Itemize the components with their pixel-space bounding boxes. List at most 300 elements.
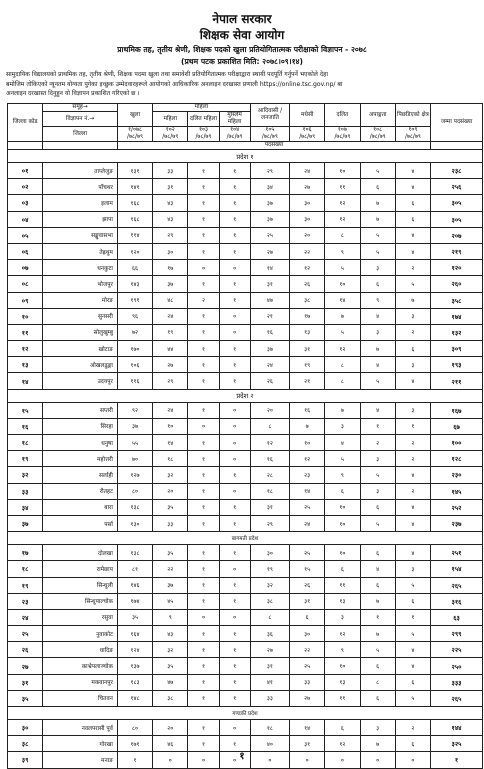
- post-count: १: [188, 674, 219, 690]
- total-posts: २५६: [431, 179, 483, 195]
- post-count: ६: [360, 179, 395, 195]
- post-count: १: [188, 276, 219, 292]
- post-count: १९: [290, 357, 325, 373]
- post-count: २१: [250, 308, 289, 324]
- col-backward: पिछडिएको क्षेत्र: [395, 104, 430, 127]
- table-row: [8, 418, 483, 434]
- total-posts: २५१: [431, 545, 483, 561]
- post-count: ०: [153, 752, 188, 768]
- col-district-code: जिल्ला कोड: [8, 104, 43, 142]
- post-count: १: [360, 418, 395, 434]
- post-count: ३३: [153, 515, 188, 531]
- district-code: ०१: [8, 163, 43, 179]
- table-row: [8, 593, 483, 609]
- col-dalit-women: दलित महिला: [188, 112, 219, 127]
- col-district: जिल्ला: [43, 127, 118, 142]
- post-count: ११६: [117, 373, 152, 389]
- post-count: ०: [219, 451, 250, 467]
- district-name: दोलखा: [43, 545, 118, 561]
- post-count: १: [219, 658, 250, 674]
- post-count: १२७: [117, 467, 152, 483]
- total-posts: ३५८: [431, 292, 483, 308]
- post-count: ३०: [153, 243, 188, 259]
- post-count: ३०: [290, 195, 325, 211]
- post-count: २५: [250, 227, 289, 243]
- post-count: १: [219, 341, 250, 357]
- post-count: ४: [360, 308, 395, 324]
- ad-year: /७८/७९: [226, 134, 243, 140]
- gov-heading: नेपाल सरकार: [212, 12, 272, 26]
- col-indigenous: आदिवासी / जनजाति: [250, 104, 289, 127]
- post-count: २४: [250, 357, 289, 373]
- post-count: १६: [290, 402, 325, 418]
- intro-line: अनलाइन दरखास्त दिनुहुन यो विज्ञापन प्रकाशित गरिएको छ ।: [6, 90, 140, 98]
- ad-code-cell: [290, 127, 325, 142]
- post-count: १: [188, 593, 219, 609]
- table-row: [8, 577, 483, 593]
- district-code: ३९: [8, 752, 43, 768]
- post-count: ४: [395, 163, 430, 179]
- post-count: ३७: [250, 195, 289, 211]
- post-count: १०: [325, 545, 360, 561]
- post-count: ६: [360, 690, 395, 706]
- table-row: [8, 626, 483, 642]
- district-code: १३: [8, 357, 43, 373]
- total-posts: ३१६: [431, 593, 483, 609]
- post-count: ४: [395, 227, 430, 243]
- post-count: २: [188, 292, 219, 308]
- post-count: ३३: [250, 690, 289, 706]
- post-count: १: [219, 227, 250, 243]
- post-count: ३१: [290, 341, 325, 357]
- post-count: १२: [325, 195, 360, 211]
- post-count: ८: [325, 357, 360, 373]
- post-count: १: [117, 752, 152, 768]
- district-name: सङ्खुवासभा: [43, 227, 118, 243]
- post-count: २६: [250, 373, 289, 389]
- post-count: ७: [325, 402, 360, 418]
- post-count: ९: [325, 642, 360, 658]
- post-count: १२: [325, 736, 360, 752]
- total-posts: १५४: [431, 561, 483, 577]
- district-code: ३८: [8, 736, 43, 752]
- post-count: १: [188, 451, 219, 467]
- district-code: ०९: [8, 292, 43, 308]
- post-count: ०: [395, 752, 430, 768]
- post-count: ९: [325, 467, 360, 483]
- ad-code: १/०७८: [128, 127, 143, 133]
- district-code: २४: [8, 609, 43, 625]
- post-count: १: [219, 276, 250, 292]
- total-posts: ३३३: [431, 674, 483, 690]
- post-count: १४: [153, 435, 188, 451]
- post-count: ६: [290, 609, 325, 625]
- post-count: २०: [290, 227, 325, 243]
- post-count: १७: [153, 260, 188, 276]
- total-posts: २६५: [431, 577, 483, 593]
- post-count: ५: [360, 467, 395, 483]
- total-posts: १६७: [431, 402, 483, 418]
- post-count: १२: [290, 260, 325, 276]
- post-count: २७: [290, 690, 325, 706]
- post-count: ६: [395, 674, 430, 690]
- total-posts: २११: [431, 373, 483, 389]
- table-row: [8, 609, 483, 625]
- post-count: १३: [325, 674, 360, 690]
- total-posts: ३२५: [431, 736, 483, 752]
- post-count: १२: [325, 626, 360, 642]
- post-count: ४१: [250, 674, 289, 690]
- post-count: २७: [250, 243, 289, 259]
- district-name: उदयपुर: [43, 373, 118, 389]
- publish-date: (प्रथम पटक प्रकाशित मिति: २०७८।०९।१४): [181, 57, 303, 66]
- total-posts: ३०५: [431, 211, 483, 227]
- post-count: ३२: [153, 642, 188, 658]
- table-row: [8, 292, 483, 308]
- post-count: ०: [219, 435, 250, 451]
- ad-code-cell: [395, 127, 430, 142]
- district-name: ताप्लेजुङ: [43, 163, 118, 179]
- post-count: ०: [360, 752, 395, 768]
- district-code: १६: [8, 418, 43, 434]
- district-code: ०५: [8, 227, 43, 243]
- district-name: गोरखा: [43, 736, 118, 752]
- ad-year: /७८/७९: [369, 134, 386, 140]
- district-code: ०६: [8, 243, 43, 259]
- district-code: २६: [8, 642, 43, 658]
- post-count: ३: [325, 609, 360, 625]
- post-count: ३१: [290, 736, 325, 752]
- post-count: २६: [290, 577, 325, 593]
- post-count: ६: [395, 341, 430, 357]
- post-count: ४७: [153, 674, 188, 690]
- post-count: १: [360, 609, 395, 625]
- post-count: ३७: [153, 577, 188, 593]
- post-count: १२: [250, 435, 289, 451]
- district-name: मकवानपुर: [43, 674, 118, 690]
- district-code: ३१: [8, 674, 43, 690]
- post-count: ४०: [250, 736, 289, 752]
- post-count: १: [395, 418, 430, 434]
- total-posts: २३८: [431, 163, 483, 179]
- post-count: १३०: [117, 515, 152, 531]
- post-count: ०: [219, 418, 250, 434]
- post-count: ३१: [250, 499, 289, 515]
- post-count: १: [219, 467, 250, 483]
- district-name: मोरङ: [43, 292, 118, 308]
- ad-code-cell: [153, 127, 188, 142]
- post-count: ३: [395, 308, 430, 324]
- post-count: ७: [290, 418, 325, 434]
- post-count: २९: [153, 373, 188, 389]
- post-count: १०: [325, 658, 360, 674]
- post-count: १६: [250, 324, 289, 340]
- table-row: [8, 402, 483, 418]
- total-posts: ६३: [431, 609, 483, 625]
- post-count: १: [219, 577, 250, 593]
- district-name: सिन्धुपाल्चोक: [43, 593, 118, 609]
- post-count: १७१: [117, 736, 152, 752]
- spacer: [431, 142, 483, 150]
- post-count: ४: [395, 642, 430, 658]
- district-name: नुवाकोट: [43, 626, 118, 642]
- post-count: ५: [360, 227, 395, 243]
- post-count: ७: [360, 195, 395, 211]
- post-count: ६: [395, 195, 430, 211]
- district-code: १५: [8, 402, 43, 418]
- post-count: ३१: [290, 593, 325, 609]
- post-count: ०: [188, 260, 219, 276]
- ad-code-cell: [188, 127, 219, 142]
- post-count: ४५: [153, 593, 188, 609]
- post-count: २४: [290, 515, 325, 531]
- post-count: ३: [395, 357, 430, 373]
- post-count: १: [219, 642, 250, 658]
- post-count: ०: [219, 483, 250, 499]
- district-code: १७: [8, 545, 43, 561]
- district-code: १८: [8, 435, 43, 451]
- post-count: ३: [325, 418, 360, 434]
- post-count: ०: [219, 308, 250, 324]
- post-count: २०: [250, 402, 289, 418]
- ad-code: १०६: [302, 127, 312, 133]
- ad-year: /७८/७९: [195, 134, 212, 140]
- district-name: धादिङ: [43, 642, 118, 658]
- post-count: ४: [360, 561, 395, 577]
- district-code: २७: [8, 658, 43, 674]
- total-posts: ३०९: [431, 341, 483, 357]
- table-row: [8, 211, 483, 227]
- ad-code: १०५: [265, 127, 275, 133]
- post-count: ५: [395, 690, 430, 706]
- post-count: २: [395, 483, 430, 499]
- table-row: [8, 720, 483, 736]
- post-count: ३०: [290, 626, 325, 642]
- total-posts: १९३: [431, 357, 483, 373]
- total-posts: ६७: [431, 418, 483, 434]
- total-posts: २५२: [431, 499, 483, 515]
- col-madhesi: मधेसी: [290, 104, 325, 127]
- post-count: १: [188, 626, 219, 642]
- post-count: ४३: [153, 626, 188, 642]
- intro-paragraph: [6, 70, 482, 99]
- post-count: ३: [360, 483, 395, 499]
- post-count: ०: [219, 402, 250, 418]
- table-row: [8, 561, 483, 577]
- table-row: [8, 308, 483, 324]
- post-count: ९: [360, 292, 395, 308]
- ad-year: /७८/७९: [127, 134, 144, 140]
- post-count: ३: [395, 402, 430, 418]
- province-row: [8, 150, 483, 163]
- post-count: ०: [219, 324, 250, 340]
- post-count: १०६: [117, 357, 152, 373]
- post-count: १९: [250, 561, 289, 577]
- province-name: गण्डकी प्रदेश: [8, 707, 483, 720]
- table-row: [8, 658, 483, 674]
- post-count: १२: [325, 341, 360, 357]
- post-count: १६८: [117, 211, 152, 227]
- post-count: ४: [360, 402, 395, 418]
- post-count: ४३: [153, 195, 188, 211]
- table-row: [8, 163, 483, 179]
- district-name: धनुषा: [43, 435, 118, 451]
- table-row: [8, 545, 483, 561]
- post-count: ३२: [153, 467, 188, 483]
- post-count: ४: [325, 435, 360, 451]
- post-count: २२: [290, 642, 325, 658]
- district-name: महोत्तरी: [43, 451, 118, 467]
- district-code: २५: [8, 626, 43, 642]
- province-row: [8, 389, 483, 402]
- post-count: ३८: [153, 690, 188, 706]
- post-count: १: [219, 499, 250, 515]
- post-count: १: [219, 357, 250, 373]
- post-count: १०: [325, 163, 360, 179]
- post-count: १०: [290, 435, 325, 451]
- intro-line: बमोजिम तोकिएको न्यूनतम योग्यता पुगेका इच्छुक उम्मेदवारहरूले आयोगको आधिकारिक अनलाइन दरखास्त प्रणाली https://online.tsc.gov.np/ बा: [6, 80, 343, 88]
- district-code: ०३: [8, 195, 43, 211]
- post-count: १४३: [117, 276, 152, 292]
- total-posts: २५०: [431, 658, 483, 674]
- total-posts: १३२: [431, 324, 483, 340]
- district-code: १४: [8, 373, 43, 389]
- post-count: ३६: [250, 626, 289, 642]
- post-count: १: [188, 179, 219, 195]
- post-count: १४: [290, 720, 325, 736]
- post-count: २९: [153, 227, 188, 243]
- post-count: १: [395, 609, 430, 625]
- post-count: १०: [325, 276, 360, 292]
- post-count: १०: [153, 418, 188, 434]
- district-code: ०२: [8, 179, 43, 195]
- total-posts: २६५: [431, 690, 483, 706]
- post-count: १४: [290, 483, 325, 499]
- intro-line: सामुदायिक विद्यालयको प्राथमिक तह, तृतीय श्रेणी, शिक्षक पदमा खुला तथा समावेशी प्रतियोगितात्मक परीक्षाद्वारा स्थायी पदपूर्ति गर्नुपर्ने भएकोले देहा: [6, 71, 328, 78]
- post-count: ६: [360, 499, 395, 515]
- post-count: ३५: [153, 658, 188, 674]
- post-count: ८: [360, 674, 395, 690]
- post-count: ५५: [117, 435, 152, 451]
- table-row: [8, 674, 483, 690]
- table-row: [8, 483, 483, 499]
- col-muslim-women: मुस्लिम महिला: [219, 112, 250, 127]
- post-count: १: [219, 690, 250, 706]
- table-row: [8, 260, 483, 276]
- post-count: १७४: [117, 593, 152, 609]
- post-count: ८: [250, 609, 289, 625]
- post-count: १: [188, 642, 219, 658]
- post-count: ६६: [117, 260, 152, 276]
- post-count: ३३: [290, 674, 325, 690]
- ad-code: १०४: [230, 127, 240, 133]
- ad-code-cell: [360, 127, 395, 142]
- spacer: [43, 142, 118, 150]
- district-name: धनकुटा: [43, 260, 118, 276]
- post-count: ४६: [153, 736, 188, 752]
- page-number: १: [239, 751, 245, 762]
- post-count: ३८: [290, 292, 325, 308]
- total-posts: १२८: [431, 451, 483, 467]
- post-count: ६: [325, 561, 360, 577]
- post-count: १: [188, 163, 219, 179]
- province-row: [8, 532, 483, 545]
- post-count: ४७: [250, 292, 289, 308]
- district-code: ३२: [8, 467, 43, 483]
- col-disabled: अपाङ्गता: [360, 104, 395, 127]
- table-row: [8, 357, 483, 373]
- district-name: रामेछाप: [43, 561, 118, 577]
- post-count: १: [188, 243, 219, 259]
- post-count: ६: [325, 720, 360, 736]
- total-posts: २९९: [431, 626, 483, 642]
- post-count: ४: [395, 373, 430, 389]
- post-count: ०: [219, 260, 250, 276]
- post-count: ९२: [117, 402, 152, 418]
- post-count: ८: [325, 373, 360, 389]
- post-count: २०: [153, 483, 188, 499]
- table-row: [8, 642, 483, 658]
- table-row: [8, 451, 483, 467]
- post-count: २७: [250, 642, 289, 658]
- post-count: २४: [153, 308, 188, 324]
- post-count: १: [188, 545, 219, 561]
- post-count: ११: [325, 690, 360, 706]
- post-count: १: [219, 179, 250, 195]
- post-count: ०: [219, 720, 250, 736]
- district-name: चितवन: [43, 690, 118, 706]
- district-code: ११: [8, 324, 43, 340]
- post-count: २: [395, 435, 430, 451]
- post-count: ३३: [153, 163, 188, 179]
- district-name: सुनसरी: [43, 308, 118, 324]
- post-count: १३८: [117, 499, 152, 515]
- post-count: १: [188, 308, 219, 324]
- post-count: ३१: [153, 179, 188, 195]
- col-total: जम्मा पदसंख्या: [431, 104, 483, 142]
- post-count: १८: [153, 451, 188, 467]
- district-name: इलाम: [43, 195, 118, 211]
- post-count: २: [395, 260, 430, 276]
- post-count: २०: [153, 720, 188, 736]
- post-count: ३: [395, 561, 430, 577]
- post-count: १०: [325, 499, 360, 515]
- district-name: सर्लाही: [43, 467, 118, 483]
- post-count: १३: [290, 324, 325, 340]
- col-women-group: महिला: [153, 104, 251, 112]
- ad-code: १०३: [198, 127, 208, 133]
- post-count: ११४: [117, 227, 152, 243]
- district-code: १०: [8, 308, 43, 324]
- district-name: सप्तरी: [43, 402, 118, 418]
- post-count: १३८: [117, 545, 152, 561]
- post-count: १: [188, 357, 219, 373]
- post-count: १: [219, 292, 250, 308]
- total-posts: १४५: [431, 483, 483, 499]
- post-count: १: [219, 515, 250, 531]
- post-count: १: [188, 211, 219, 227]
- post-count: ८०: [117, 720, 152, 736]
- post-count: ०: [219, 561, 250, 577]
- ad-code-cell: [219, 127, 250, 142]
- post-count: ७: [325, 308, 360, 324]
- post-count: ०: [250, 752, 289, 768]
- district-name: झापा: [43, 211, 118, 227]
- district-code: ०८: [8, 276, 43, 292]
- post-count: १२: [290, 451, 325, 467]
- post-count: ०: [219, 609, 250, 625]
- district-code: १९: [8, 577, 43, 593]
